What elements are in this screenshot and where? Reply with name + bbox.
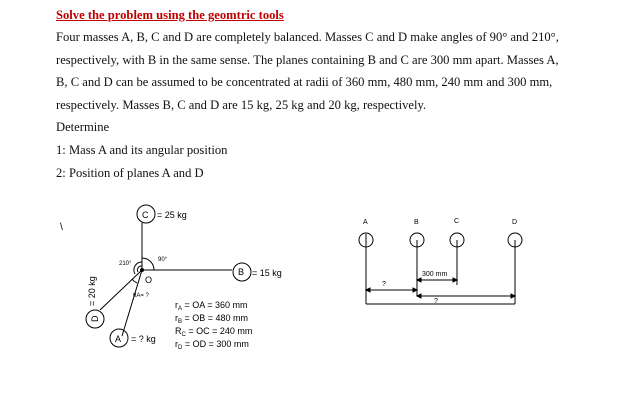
radius-b: $r_B$ = OB = 480 mm [175, 313, 249, 325]
mass-d-label: D [90, 315, 100, 322]
problem-line-2: respectively, with B in the same sense. The planes containing B and C are 300 mm apart. Masses A, [56, 52, 559, 67]
plane-d-label: D [512, 219, 518, 226]
heading: Solve the problem using the geomtric tools [56, 8, 284, 22]
dist-bd-label: ? [434, 298, 438, 305]
dist-bc-label: 300 mm [422, 271, 448, 278]
dist-ab-label: ? [382, 281, 386, 288]
angle-90-label: 90° [158, 257, 168, 263]
plane-c-label: C [454, 218, 460, 225]
angle-210-label: 210° [119, 261, 132, 267]
determine-label: Determine [56, 120, 110, 135]
center-point [141, 269, 144, 272]
task-1: 1: Mass A and its angular position [56, 142, 228, 157]
angle-90-arc [142, 258, 154, 270]
problem-line-3: B, C and D can be assumed to be concentrated at radii of 360 mm, 480 mm, 240 mm and 300 mm, [56, 75, 553, 90]
radii-list [175, 300, 252, 351]
plane-b-label: B [414, 219, 419, 226]
plane-a-label: A [363, 219, 368, 226]
theta-arc [132, 279, 137, 283]
mass-c-label: C [142, 210, 149, 220]
radius-a: $r_A$ = OA = 360 mm [175, 300, 248, 312]
mass-b-value: = 15 kg [252, 268, 282, 278]
task-2: 2: Position of planes A and D [56, 165, 204, 180]
mass-a-label: A [115, 334, 122, 344]
mass-c-value: = 25 kg [157, 210, 187, 220]
problem-line-4: respectively. Masses B, C and D are 15 kg, 25 kg and 20 kg, respectively. [56, 97, 427, 112]
mass-a-value: = ? kg [131, 334, 156, 344]
problem-text [56, 4, 616, 184]
angular-position-diagram [0, 195, 320, 365]
stray-mark: \ [60, 222, 63, 233]
mass-d-value: = 20 kg [87, 276, 97, 306]
radius-d: $r_D$ = OD = 300 mm [175, 339, 249, 351]
radius-c: $R_C$ = OC = 240 mm [175, 326, 253, 338]
mass-b-label: B [238, 267, 245, 277]
plane-position-diagram [350, 205, 530, 315]
theta-label: θA= ? [133, 293, 149, 299]
problem-line-1: Four masses A, B, C and D are completely balanced. Masses C and D make angles of 90° and 210°, [56, 30, 559, 44]
center-label: O [145, 275, 153, 285]
